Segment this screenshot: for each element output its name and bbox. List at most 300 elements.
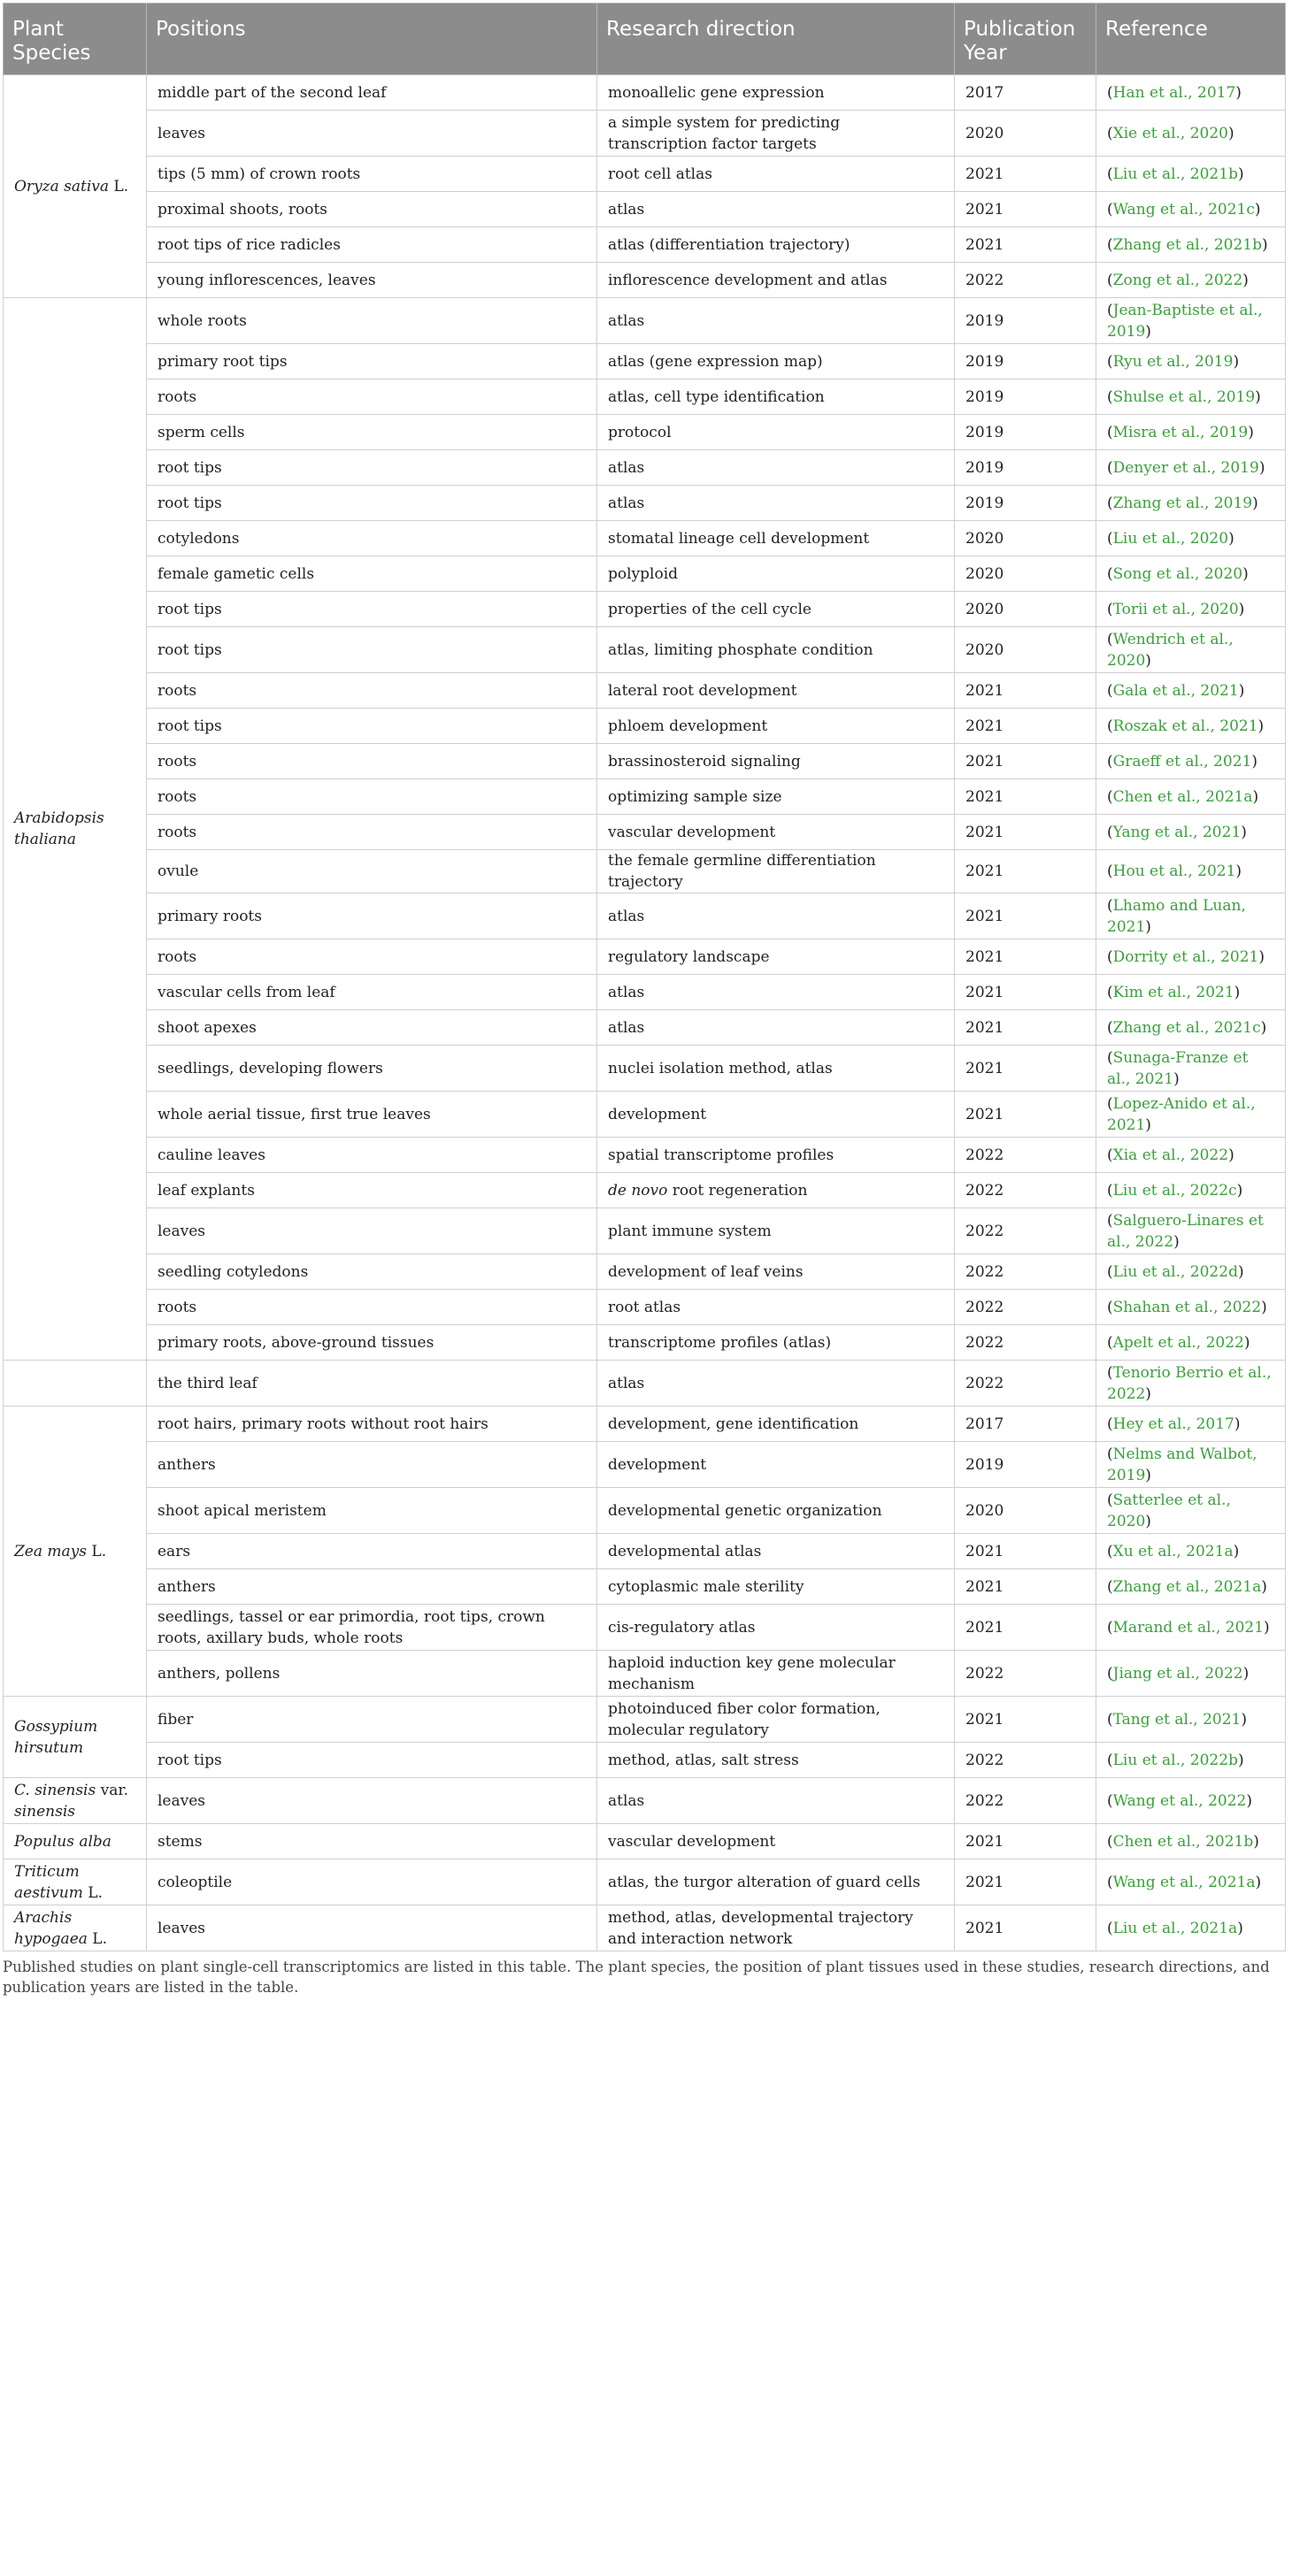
table-row bbox=[4, 263, 1286, 298]
reference-cell: (Lhamo and Luan, 2021) bbox=[1096, 893, 1286, 939]
research-direction-cell: root atlas bbox=[597, 1290, 955, 1325]
reference-link[interactable]: Zong et al., 2022 bbox=[1112, 271, 1243, 289]
reference-cell: (Dorrity et al., 2021) bbox=[1096, 939, 1286, 975]
reference-link[interactable]: Ryu et al., 2019 bbox=[1112, 352, 1234, 371]
position-cell: leaf explants bbox=[147, 1173, 597, 1208]
year-cell: 2020 bbox=[955, 521, 1096, 556]
research-direction-cell: development bbox=[597, 1442, 955, 1488]
year-cell: 2021 bbox=[955, 1824, 1096, 1859]
reference-cell: (Chen et al., 2021a) bbox=[1096, 779, 1286, 815]
year-cell: 2021 bbox=[955, 744, 1096, 779]
year-cell: 2021 bbox=[955, 1905, 1096, 1951]
header-row bbox=[4, 4, 1286, 75]
species-name: Zea mays bbox=[14, 1542, 87, 1560]
position-cell: primary roots bbox=[147, 893, 597, 939]
reference-link[interactable]: Shulse et al., 2019 bbox=[1112, 387, 1256, 406]
position-cell: anthers bbox=[147, 1569, 597, 1605]
year-cell: 2019 bbox=[955, 415, 1096, 450]
reference-cell: (Shahan et al., 2022) bbox=[1096, 1290, 1286, 1325]
reference-link[interactable]: Tenorio Berrio et al., 2022 bbox=[1107, 1363, 1272, 1403]
table-row bbox=[4, 1605, 1286, 1651]
research-direction-cell: polyploid bbox=[597, 556, 955, 592]
species-cell bbox=[4, 1905, 147, 1951]
reference-link[interactable]: Hey et al., 2017 bbox=[1112, 1414, 1234, 1433]
reference-cell: (Chen et al., 2021b) bbox=[1096, 1824, 1286, 1859]
year-cell: 2021 bbox=[955, 815, 1096, 850]
reference-link[interactable]: Lhamo and Luan, 2021 bbox=[1107, 896, 1246, 936]
year-cell: 2021 bbox=[955, 192, 1096, 227]
year-cell: 2022 bbox=[955, 1208, 1096, 1254]
species-cell bbox=[4, 298, 147, 1361]
reference-link[interactable]: Chen et al., 2021a bbox=[1112, 787, 1253, 806]
year-cell: 2022 bbox=[955, 1173, 1096, 1208]
table-row bbox=[4, 1488, 1286, 1534]
table-row bbox=[4, 1010, 1286, 1046]
reference-cell: (Wang et al., 2021c) bbox=[1096, 192, 1286, 227]
research-direction-cell: root cell atlas bbox=[597, 157, 955, 192]
position-cell: anthers, pollens bbox=[147, 1651, 597, 1697]
table-row bbox=[4, 939, 1286, 975]
species-suffix: L. bbox=[87, 1929, 107, 1948]
table-row bbox=[4, 975, 1286, 1010]
reference-cell: (Han et al., 2017) bbox=[1096, 75, 1286, 111]
reference-link[interactable]: Apelt et al., 2022 bbox=[1112, 1333, 1244, 1352]
reference-cell: (Liu et al., 2021a) bbox=[1096, 1905, 1286, 1951]
reference-link[interactable]: Satterlee et al., 2020 bbox=[1107, 1491, 1231, 1530]
table-row bbox=[4, 815, 1286, 850]
position-cell: root hairs, primary roots without root hairs bbox=[147, 1407, 597, 1442]
table-row bbox=[4, 709, 1286, 744]
studies-table bbox=[3, 3, 1286, 1951]
reference-cell: (Marand et al., 2021) bbox=[1096, 1605, 1286, 1651]
reference-cell: (Liu et al., 2020) bbox=[1096, 521, 1286, 556]
research-direction-cell: monoallelic gene expression bbox=[597, 75, 955, 111]
year-cell: 2021 bbox=[955, 975, 1096, 1010]
position-cell: ears bbox=[147, 1534, 597, 1569]
table-row bbox=[4, 157, 1286, 192]
species-name: Arabidopsis thaliana bbox=[14, 809, 104, 848]
reference-link[interactable]: Liu et al., 2021b bbox=[1112, 165, 1238, 183]
table-row bbox=[4, 192, 1286, 227]
research-direction-cell: atlas bbox=[597, 1361, 955, 1407]
reference-cell: (Shulse et al., 2019) bbox=[1096, 380, 1286, 415]
year-cell: 2021 bbox=[955, 227, 1096, 263]
position-cell: tips (5 mm) of crown roots bbox=[147, 157, 597, 192]
research-direction-cell: brassinosteroid signaling bbox=[597, 744, 955, 779]
reference-cell: (Liu et al., 2022b) bbox=[1096, 1743, 1286, 1778]
reference-link[interactable]: Hou et al., 2021 bbox=[1112, 862, 1236, 880]
year-cell: 2020 bbox=[955, 556, 1096, 592]
species-suffix: var. bbox=[96, 1781, 129, 1799]
position-cell: primary root tips bbox=[147, 344, 597, 380]
position-cell: root tips bbox=[147, 486, 597, 521]
reference-link[interactable]: Lopez-Anido et al., 2021 bbox=[1107, 1094, 1256, 1134]
reference-cell: (Misra et al., 2019) bbox=[1096, 415, 1286, 450]
year-cell: 2021 bbox=[955, 779, 1096, 815]
position-cell: proximal shoots, roots bbox=[147, 192, 597, 227]
reference-link[interactable]: Liu et al., 2022b bbox=[1112, 1751, 1238, 1769]
research-direction-cell: haploid induction key gene molecular mechanism bbox=[597, 1651, 955, 1697]
year-cell: 2021 bbox=[955, 1859, 1096, 1905]
position-cell: root tips bbox=[147, 1743, 597, 1778]
position-cell: roots bbox=[147, 815, 597, 850]
table-row bbox=[4, 111, 1286, 157]
year-cell: 2022 bbox=[955, 1325, 1096, 1361]
position-cell: roots bbox=[147, 380, 597, 415]
research-direction-cell: properties of the cell cycle bbox=[597, 592, 955, 627]
year-cell: 2021 bbox=[955, 157, 1096, 192]
reference-link[interactable]: Chen et al., 2021b bbox=[1112, 1832, 1254, 1851]
year-cell: 2020 bbox=[955, 1488, 1096, 1534]
research-direction-cell: nuclei isolation method, atlas bbox=[597, 1046, 955, 1092]
reference-cell: (Salguero-Linares et al., 2022) bbox=[1096, 1208, 1286, 1254]
species-cell bbox=[4, 1361, 147, 1407]
table-row bbox=[4, 75, 1286, 111]
research-direction-cell: atlas bbox=[597, 486, 955, 521]
table-row bbox=[4, 850, 1286, 893]
species-name: Populus alba bbox=[14, 1832, 112, 1851]
header-plant-species: Plant Species bbox=[4, 4, 147, 75]
year-cell: 2020 bbox=[955, 627, 1096, 673]
reference-cell: (Torii et al., 2020) bbox=[1096, 592, 1286, 627]
position-cell: roots bbox=[147, 673, 597, 709]
reference-cell: (Zhang et al., 2021a) bbox=[1096, 1569, 1286, 1605]
research-direction-cell: optimizing sample size bbox=[597, 779, 955, 815]
reference-link[interactable]: Xie et al., 2020 bbox=[1112, 124, 1228, 142]
research-direction-cell: method, atlas, developmental trajectory and interaction network bbox=[597, 1905, 955, 1951]
reference-cell: (Yang et al., 2021) bbox=[1096, 815, 1286, 850]
table-row bbox=[4, 344, 1286, 380]
reference-link[interactable]: Jiang et al., 2022 bbox=[1112, 1664, 1243, 1683]
reference-link[interactable]: Xia et al., 2022 bbox=[1112, 1146, 1229, 1164]
research-direction-cell: protocol bbox=[597, 415, 955, 450]
year-cell: 2022 bbox=[955, 1743, 1096, 1778]
research-direction-cell: atlas bbox=[597, 893, 955, 939]
research-direction-cell: atlas, the turgor alteration of guard cells bbox=[597, 1859, 955, 1905]
reference-cell: (Ryu et al., 2019) bbox=[1096, 344, 1286, 380]
position-cell: seedlings, developing flowers bbox=[147, 1046, 597, 1092]
reference-link[interactable]: Roszak et al., 2021 bbox=[1112, 717, 1258, 735]
species-cell bbox=[4, 1859, 147, 1905]
document bbox=[0, 3, 1292, 1997]
table-row bbox=[4, 521, 1286, 556]
reference-cell: (Liu et al., 2022c) bbox=[1096, 1173, 1286, 1208]
species-cell bbox=[4, 1697, 147, 1778]
table-row bbox=[4, 744, 1286, 779]
reference-link[interactable]: Liu et al., 2022c bbox=[1112, 1181, 1237, 1200]
year-cell: 2019 bbox=[955, 344, 1096, 380]
reference-link[interactable]: Torii et al., 2020 bbox=[1112, 600, 1239, 618]
table-row bbox=[4, 1569, 1286, 1605]
research-direction-cell: plant immune system bbox=[597, 1208, 955, 1254]
reference-link[interactable]: Salguero-Linares et al., 2022 bbox=[1107, 1211, 1264, 1251]
species-cell bbox=[4, 1407, 147, 1697]
reference-cell: (Graeff et al., 2021) bbox=[1096, 744, 1286, 779]
reference-cell: (Zhang et al., 2021c) bbox=[1096, 1010, 1286, 1046]
reference-cell: (Wang et al., 2021a) bbox=[1096, 1859, 1286, 1905]
reference-link[interactable]: Song et al., 2020 bbox=[1112, 564, 1243, 583]
reference-cell: (Nelms and Walbot, 2019) bbox=[1096, 1442, 1286, 1488]
reference-cell: (Jean-Baptiste et al., 2019) bbox=[1096, 298, 1286, 344]
reference-link[interactable]: Dorrity et al., 2021 bbox=[1112, 947, 1259, 966]
research-direction-cell: developmental atlas bbox=[597, 1534, 955, 1569]
year-cell: 2022 bbox=[955, 1254, 1096, 1290]
species-name: Gossypium hirsutum bbox=[14, 1717, 98, 1757]
research-direction-cell: method, atlas, salt stress bbox=[597, 1743, 955, 1778]
research-direction-cell: a simple system for predicting transcription factor targets bbox=[597, 111, 955, 157]
reference-link[interactable]: Wang et al., 2022 bbox=[1112, 1791, 1247, 1810]
table-row bbox=[4, 673, 1286, 709]
species-cell bbox=[4, 1824, 147, 1859]
position-cell: leaves bbox=[147, 1208, 597, 1254]
reference-link[interactable]: Han et al., 2017 bbox=[1112, 83, 1236, 102]
research-direction-cell: phloem development bbox=[597, 709, 955, 744]
reference-link[interactable]: Zhang et al., 2021c bbox=[1112, 1018, 1261, 1037]
reference-cell: (Wang et al., 2022) bbox=[1096, 1778, 1286, 1824]
reference-link[interactable]: Wang et al., 2021c bbox=[1112, 200, 1255, 218]
reference-cell: (Liu et al., 2021b) bbox=[1096, 157, 1286, 192]
table-row bbox=[4, 893, 1286, 939]
research-direction-cell: atlas bbox=[597, 298, 955, 344]
position-cell: the third leaf bbox=[147, 1361, 597, 1407]
year-cell: 2022 bbox=[955, 263, 1096, 298]
research-direction-cell: atlas (gene expression map) bbox=[597, 344, 955, 380]
research-direction-cell: inflorescence development and atlas bbox=[597, 263, 955, 298]
reference-link[interactable]: Marand et al., 2021 bbox=[1112, 1618, 1265, 1637]
research-direction-cell: atlas, cell type identification bbox=[597, 380, 955, 415]
position-cell: coleoptile bbox=[147, 1859, 597, 1905]
year-cell: 2017 bbox=[955, 75, 1096, 111]
table-body bbox=[4, 75, 1286, 1951]
year-cell: 2021 bbox=[955, 850, 1096, 893]
header-reference: Reference bbox=[1096, 4, 1286, 75]
reference-cell: (Kim et al., 2021) bbox=[1096, 975, 1286, 1010]
reference-link[interactable]: Wendrich et al., 2020 bbox=[1107, 630, 1234, 670]
reference-cell: (Xia et al., 2022) bbox=[1096, 1138, 1286, 1173]
reference-link[interactable]: Jean-Baptiste et al., 2019 bbox=[1107, 301, 1263, 341]
position-cell: seedling cotyledons bbox=[147, 1254, 597, 1290]
year-cell: 2021 bbox=[955, 673, 1096, 709]
table-row bbox=[4, 1651, 1286, 1697]
research-direction-cell: stomatal lineage cell development bbox=[597, 521, 955, 556]
reference-link[interactable]: Gala et al., 2021 bbox=[1112, 681, 1239, 700]
year-cell: 2019 bbox=[955, 486, 1096, 521]
research-direction-cell: cytoplasmic male sterility bbox=[597, 1569, 955, 1605]
table-row bbox=[4, 1743, 1286, 1778]
research-direction-cell: developmental genetic organization bbox=[597, 1488, 955, 1534]
position-cell: shoot apical meristem bbox=[147, 1488, 597, 1534]
research-direction-cell: lateral root development bbox=[597, 673, 955, 709]
reference-link[interactable]: Zhang et al., 2019 bbox=[1112, 494, 1253, 512]
research-direction-cell: atlas bbox=[597, 1010, 955, 1046]
research-direction-cell: atlas bbox=[597, 975, 955, 1010]
reference-cell: (Roszak et al., 2021) bbox=[1096, 709, 1286, 744]
reference-cell: (Jiang et al., 2022) bbox=[1096, 1651, 1286, 1697]
species-name: Triticum aestivum bbox=[14, 1862, 83, 1902]
research-direction-cell: atlas (differentiation trajectory) bbox=[597, 227, 955, 263]
reference-link[interactable]: Kim et al., 2021 bbox=[1112, 983, 1234, 1001]
reference-link[interactable]: Yang et al., 2021 bbox=[1112, 823, 1242, 841]
table-row bbox=[4, 1361, 1286, 1407]
table-row bbox=[4, 380, 1286, 415]
position-cell: sperm cells bbox=[147, 415, 597, 450]
year-cell: 2021 bbox=[955, 893, 1096, 939]
research-direction-cell: vascular development bbox=[597, 815, 955, 850]
reference-cell: (Denyer et al., 2019) bbox=[1096, 450, 1286, 486]
research-direction-cell: transcriptome profiles (atlas) bbox=[597, 1325, 955, 1361]
year-cell: 2020 bbox=[955, 592, 1096, 627]
table-row bbox=[4, 1254, 1286, 1290]
table-row bbox=[4, 1534, 1286, 1569]
reference-cell: (Hey et al., 2017) bbox=[1096, 1407, 1286, 1442]
reference-cell: (Lopez-Anido et al., 2021) bbox=[1096, 1092, 1286, 1138]
position-cell: roots bbox=[147, 1290, 597, 1325]
table-caption: Published studies on plant single-cell transcriptomics are listed in this table. The plant species, the position of plant tissues used in these studies, research directions, and publication years are listed in the table. bbox=[3, 1959, 1270, 1996]
position-cell: root tips bbox=[147, 592, 597, 627]
table-row bbox=[4, 592, 1286, 627]
table-row bbox=[4, 1442, 1286, 1488]
year-cell: 2021 bbox=[955, 1010, 1096, 1046]
position-cell: root tips bbox=[147, 450, 597, 486]
position-cell: vascular cells from leaf bbox=[147, 975, 597, 1010]
reference-cell: (Liu et al., 2022d) bbox=[1096, 1254, 1286, 1290]
table-row bbox=[4, 486, 1286, 521]
year-cell: 2019 bbox=[955, 298, 1096, 344]
position-cell: ovule bbox=[147, 850, 597, 893]
table-row bbox=[4, 1138, 1286, 1173]
position-cell: female gametic cells bbox=[147, 556, 597, 592]
reference-link[interactable]: Liu et al., 2022d bbox=[1112, 1262, 1238, 1281]
species-name: Arachis hypogaea bbox=[14, 1908, 88, 1948]
position-cell: leaves bbox=[147, 1778, 597, 1824]
year-cell: 2022 bbox=[955, 1651, 1096, 1697]
table-row bbox=[4, 298, 1286, 344]
reference-link[interactable]: Liu et al., 2020 bbox=[1112, 529, 1229, 548]
reference-cell: (Gala et al., 2021) bbox=[1096, 673, 1286, 709]
research-direction-cell: photoinduced fiber color formation, molecular regulatory bbox=[597, 1697, 955, 1743]
reference-cell: (Zong et al., 2022) bbox=[1096, 263, 1286, 298]
year-cell: 2022 bbox=[955, 1361, 1096, 1407]
position-cell: root tips bbox=[147, 627, 597, 673]
header-research-direction: Research direction bbox=[597, 4, 955, 75]
reference-cell: (Song et al., 2020) bbox=[1096, 556, 1286, 592]
reference-cell: (Hou et al., 2021) bbox=[1096, 850, 1286, 893]
species-cell bbox=[4, 1778, 147, 1824]
table-row bbox=[4, 1697, 1286, 1743]
research-direction-cell: atlas bbox=[597, 192, 955, 227]
reference-link[interactable]: Nelms and Walbot, 2019 bbox=[1107, 1445, 1257, 1484]
position-cell: cauline leaves bbox=[147, 1138, 597, 1173]
position-cell: anthers bbox=[147, 1442, 597, 1488]
research-direction-cell: development of leaf veins bbox=[597, 1254, 955, 1290]
reference-cell: (Xu et al., 2021a) bbox=[1096, 1534, 1286, 1569]
year-cell: 2020 bbox=[955, 111, 1096, 157]
year-cell: 2019 bbox=[955, 1442, 1096, 1488]
reference-link[interactable]: Tang et al., 2021 bbox=[1112, 1710, 1242, 1729]
reference-cell: (Wendrich et al., 2020) bbox=[1096, 627, 1286, 673]
table-header bbox=[4, 4, 1286, 75]
reference-cell: (Zhang et al., 2019) bbox=[1096, 486, 1286, 521]
year-cell: 2022 bbox=[955, 1778, 1096, 1824]
position-cell: cotyledons bbox=[147, 521, 597, 556]
position-cell: stems bbox=[147, 1824, 597, 1859]
research-direction-cell bbox=[597, 1173, 955, 1208]
table-row bbox=[4, 556, 1286, 592]
reference-link[interactable]: Misra et al., 2019 bbox=[1112, 423, 1249, 441]
species-cell bbox=[4, 75, 147, 298]
table-row bbox=[4, 1859, 1286, 1905]
table-row bbox=[4, 1092, 1286, 1138]
reference-link[interactable]: Xu et al., 2021a bbox=[1112, 1542, 1234, 1560]
research-direction-cell: spatial transcriptome profiles bbox=[597, 1138, 955, 1173]
position-cell: leaves bbox=[147, 1905, 597, 1951]
year-cell: 2021 bbox=[955, 1046, 1096, 1092]
table-row bbox=[4, 1778, 1286, 1824]
year-cell: 2021 bbox=[955, 1605, 1096, 1651]
position-cell: young inflorescences, leaves bbox=[147, 263, 597, 298]
table-row bbox=[4, 1824, 1286, 1859]
position-cell: leaves bbox=[147, 111, 597, 157]
header-positions: Positions bbox=[147, 4, 597, 75]
reference-cell: (Satterlee et al., 2020) bbox=[1096, 1488, 1286, 1534]
research-direction-cell: atlas bbox=[597, 1778, 955, 1824]
position-cell: primary roots, above-ground tissues bbox=[147, 1325, 597, 1361]
year-cell: 2021 bbox=[955, 1534, 1096, 1569]
table-row bbox=[4, 415, 1286, 450]
reference-link[interactable]: Sunaga-Franze et al., 2021 bbox=[1107, 1048, 1249, 1088]
direction-text: root regeneration bbox=[667, 1181, 808, 1200]
year-cell: 2021 bbox=[955, 1697, 1096, 1743]
reference-link[interactable]: Zhang et al., 2021b bbox=[1112, 235, 1262, 254]
reference-cell: (Apelt et al., 2022) bbox=[1096, 1325, 1286, 1361]
year-cell: 2019 bbox=[955, 450, 1096, 486]
research-direction-cell: the female germline differentiation trajectory bbox=[597, 850, 955, 893]
header-publication-year: Publication Year bbox=[955, 4, 1096, 75]
research-direction-cell: development, gene identification bbox=[597, 1407, 955, 1442]
table-row bbox=[4, 627, 1286, 673]
species-suffix: L. bbox=[82, 1883, 103, 1902]
species-suffix: L. bbox=[109, 177, 129, 196]
reference-link[interactable]: Shahan et al., 2022 bbox=[1112, 1298, 1262, 1316]
position-cell: middle part of the second leaf bbox=[147, 75, 597, 111]
table-row bbox=[4, 1407, 1286, 1442]
position-cell: shoot apexes bbox=[147, 1010, 597, 1046]
year-cell: 2021 bbox=[955, 939, 1096, 975]
species-suffix: L. bbox=[87, 1542, 107, 1560]
reference-cell: (Tenorio Berrio et al., 2022) bbox=[1096, 1361, 1286, 1407]
reference-link[interactable]: Liu et al., 2021a bbox=[1112, 1919, 1238, 1937]
year-cell: 2021 bbox=[955, 709, 1096, 744]
table-row bbox=[4, 1290, 1286, 1325]
position-cell: roots bbox=[147, 939, 597, 975]
research-direction-cell: vascular development bbox=[597, 1824, 955, 1859]
reference-link[interactable]: Denyer et al., 2019 bbox=[1112, 458, 1259, 477]
reference-link[interactable]: Wang et al., 2021a bbox=[1112, 1873, 1256, 1891]
year-cell: 2021 bbox=[955, 1569, 1096, 1605]
species-name: C. sinensis bbox=[14, 1781, 96, 1799]
species-variety: sinensis bbox=[14, 1802, 76, 1821]
year-cell: 2022 bbox=[955, 1138, 1096, 1173]
reference-link[interactable]: Graeff et al., 2021 bbox=[1112, 752, 1252, 770]
research-direction-cell: cis-regulatory atlas bbox=[597, 1605, 955, 1651]
reference-link[interactable]: Zhang et al., 2021a bbox=[1112, 1577, 1262, 1596]
year-cell: 2019 bbox=[955, 380, 1096, 415]
table-row bbox=[4, 450, 1286, 486]
research-direction-cell: atlas, limiting phosphate condition bbox=[597, 627, 955, 673]
position-cell: fiber bbox=[147, 1697, 597, 1743]
table-row bbox=[4, 779, 1286, 815]
research-direction-cell: atlas bbox=[597, 450, 955, 486]
